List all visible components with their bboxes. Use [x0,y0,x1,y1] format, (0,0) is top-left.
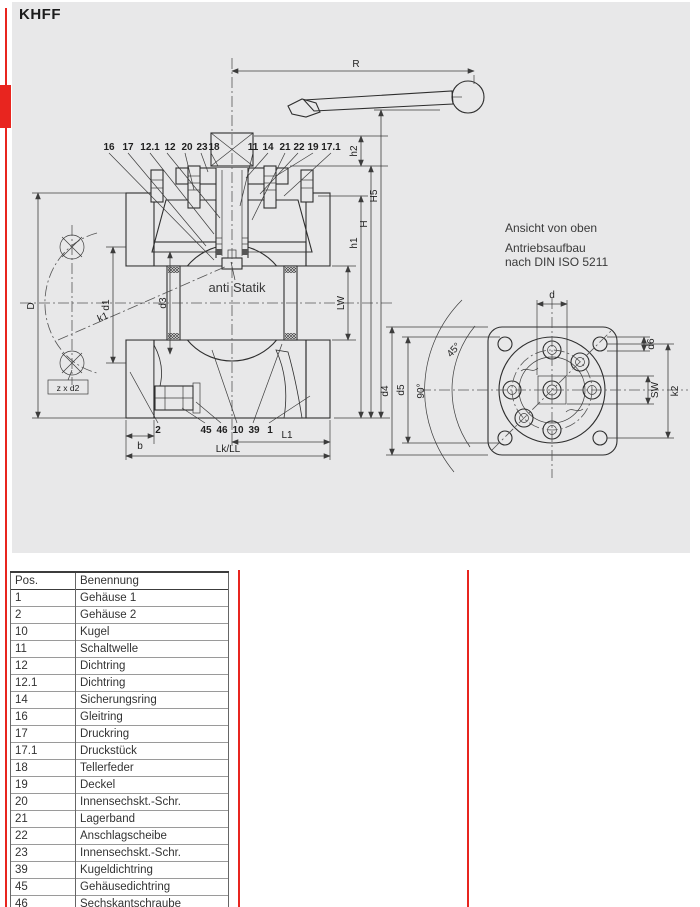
dim-label-lw: LW [336,295,347,311]
pos-cell: 39 [11,862,76,879]
table-row [11,726,229,743]
name-cell: Gehäusedichtring [76,879,229,896]
table-row [11,743,229,760]
pos-cell: 10 [11,624,76,641]
callout-22: 22 [293,142,305,153]
name-cell: Deckel [76,777,229,794]
callout-21: 21 [279,142,291,153]
name-cell: Kugel [76,624,229,641]
pos-cell: 46 [11,896,76,907]
dim-label-d5: d5 [396,384,407,396]
callout-17: 17 [122,142,134,153]
table-row [11,794,229,811]
table-header-row [11,572,229,590]
name-cell: Druckring [76,726,229,743]
dim-label-h1: h1 [349,237,360,249]
table-row [11,641,229,658]
name-cell: Schaltwelle [76,641,229,658]
name-cell: Kugeldichtring [76,862,229,879]
pos-cell: 12 [11,658,76,675]
callout-18: 18 [208,142,220,153]
table-row [11,658,229,675]
dim-label-d-outer: D [26,302,37,310]
centerlines [20,58,395,432]
red-column-rule-2 [467,570,469,907]
pos-cell: 23 [11,845,76,862]
dim-label-sw: SW [650,381,661,399]
table-row [11,590,229,607]
top-view [380,290,688,478]
main-section-view [20,58,484,460]
name-cell: Innensechskt.-Schr. [76,845,229,862]
angle-arcs [425,300,475,472]
callout-12-1: 12.1 [140,142,160,153]
table-row [11,862,229,879]
dim-label-k2: k2 [670,385,681,397]
callout-11: 11 [247,142,259,153]
dim-label-d6: d6 [646,338,657,350]
callout-10: 10 [232,425,244,436]
body-contour-gap [276,350,302,418]
dim-label-d1: d1 [101,299,112,311]
name-cell: Dichtring [76,675,229,692]
view-note-line3: nach DIN ISO 5211 [505,255,609,269]
table-row [11,845,229,862]
col-header-benennung: Benennung [76,572,229,590]
pos-cell: 17.1 [11,743,76,760]
dim-label-b: b [137,441,143,452]
name-cell: Sicherungsring [76,692,229,709]
pos-cell: 2 [11,607,76,624]
pos-cell: 19 [11,777,76,794]
callout-14: 14 [262,142,274,153]
drain-plug [155,383,200,413]
dim-label-r: R [352,59,360,70]
name-cell: Druckstück [76,743,229,760]
table-row [11,692,229,709]
callout-23: 23 [196,142,208,153]
pos-cell: 20 [11,794,76,811]
col-header-pos: Pos. [11,572,76,590]
name-cell: Gehäuse 2 [76,607,229,624]
dim-label-k1: k1 [95,310,111,325]
table-row [11,896,229,907]
pos-cell: 11 [11,641,76,658]
pos-cell: 45 [11,879,76,896]
pos-cell: 1 [11,590,76,607]
callout-1: 1 [267,425,273,436]
name-cell: Gehäuse 1 [76,590,229,607]
dim-label-90deg: 90° [416,383,427,399]
callout-12: 12 [164,142,176,153]
dim-label-d: d [549,290,555,301]
view-note-line2: Antriebsaufbau [505,241,586,255]
table-row [11,709,229,726]
dim-label-d3: d3 [158,297,169,309]
top-view-extensions [386,300,674,455]
lever-handle [288,81,484,117]
dim-label-lkll: Lk/LL [215,444,241,455]
name-cell: Dichtring [76,658,229,675]
pos-cell: 18 [11,760,76,777]
table-row [11,777,229,794]
pos-cell: 16 [11,709,76,726]
callout-46: 46 [216,425,228,436]
pos-cell: 12.1 [11,675,76,692]
callout-19: 19 [307,142,319,153]
table-row [11,675,229,692]
name-cell: Innensechskt.-Schr. [76,794,229,811]
callout-16: 16 [103,142,115,153]
table-row [11,828,229,845]
table-row [11,879,229,896]
callout-2: 2 [155,425,161,436]
red-column-rule-1 [238,570,240,907]
name-cell: Anschlagscheibe [76,828,229,845]
dim-label-zxd2: z x d2 [56,383,80,393]
table-row [11,624,229,641]
page-title: KHFF [19,6,61,23]
name-cell: Sechskantschraube [76,896,229,907]
callout-20: 20 [181,142,193,153]
pos-cell: 17 [11,726,76,743]
antistatic-label: anti Statik [208,280,266,295]
dim-label-h2: h2 [349,145,360,157]
name-cell: Gleitring [76,709,229,726]
table-row [11,811,229,828]
table-row [11,760,229,777]
parts-table [10,571,229,907]
view-note-line1: Ansicht von oben [505,221,598,235]
table-row [11,607,229,624]
callout-45: 45 [200,425,212,436]
dim-label-l1: L1 [281,430,293,441]
dim-label-h: H [359,220,370,228]
dim-label-h5: H5 [369,189,380,203]
name-cell: Lagerband [76,811,229,828]
pos-cell: 21 [11,811,76,828]
name-cell: Tellerfeder [76,760,229,777]
callout-17-1: 17.1 [321,142,341,153]
dim-label-d4: d4 [380,385,391,397]
pos-cell: 22 [11,828,76,845]
pos-cell: 14 [11,692,76,709]
body-contour-notch [154,345,162,386]
dim-label-45deg: 45° [444,341,464,360]
callout-39: 39 [248,425,260,436]
